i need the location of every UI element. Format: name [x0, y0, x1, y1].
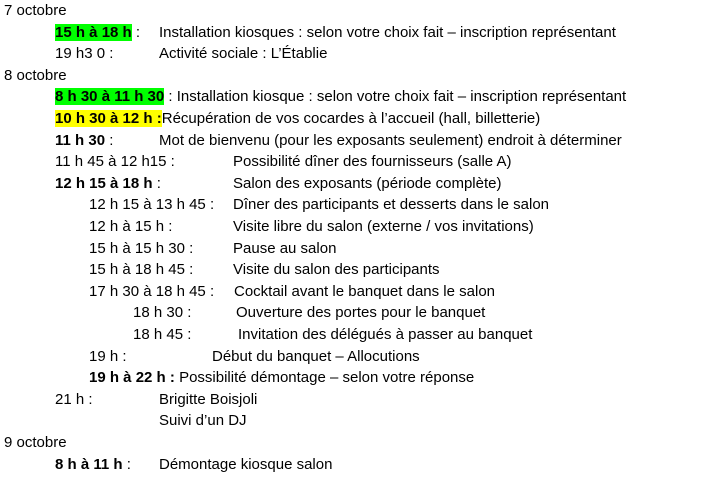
entry-description: Récupération de vos cocardes à l’accueil (hall, billetterie)	[161, 110, 541, 127]
entry-time-group	[89, 367, 474, 389]
entry-description: Pause au salon	[233, 239, 337, 257]
entry-separator: :	[122, 455, 131, 473]
entry-time-group	[133, 302, 191, 324]
entry-separator: :	[164, 218, 173, 235]
date-text: 7 octobre	[4, 2, 67, 19]
entry-time-group	[55, 389, 93, 411]
entry-description: Démontage kiosque salon	[159, 455, 333, 473]
entry-separator: :	[164, 88, 173, 106]
entry-time: 19 h3 0	[55, 45, 106, 63]
date-heading	[4, 65, 67, 87]
entry-time-group	[89, 216, 172, 238]
entry-time: 18 h 45	[133, 326, 184, 343]
entry-separator: :	[105, 131, 114, 149]
entry-description: Visite du salon des participants	[233, 261, 440, 279]
date-text: 8 octobre	[4, 66, 67, 84]
entry-time-group	[89, 346, 127, 368]
entry-separator: :	[183, 304, 192, 322]
entry-time: 18 h 30	[133, 304, 184, 322]
entry-time-group	[55, 173, 161, 195]
entry-description: Cocktail avant le banquet dans le salon	[234, 282, 496, 300]
entry-separator: :	[84, 390, 93, 408]
entry-time: 12 h 15 à 18 h	[55, 174, 153, 192]
date-heading	[4, 432, 67, 454]
entry-separator: :	[184, 261, 194, 279]
entry-time: 11 h 45 à 12 h15	[55, 153, 167, 171]
entry-time-group	[133, 324, 191, 346]
entry-description: Visite libre du salon (externe / vos invitations)	[233, 218, 534, 235]
entry-time-group	[55, 130, 113, 152]
entry-separator: :	[152, 174, 161, 192]
date-text: 9 octobre	[4, 434, 67, 451]
entry-description: Ouverture des portes pour le banquet	[236, 304, 486, 322]
entry-time: 12 h à 15 h	[89, 218, 165, 235]
entry-description: Dîner des participants et desserts dans le salon	[233, 196, 550, 214]
entry-description: Suivi d’un DJ	[159, 412, 247, 430]
entry-description: Activité sociale : L’Établie	[159, 45, 328, 63]
entry-time-group	[55, 108, 540, 130]
entry-time: 8 h à 11 h	[55, 455, 123, 473]
entry-time: 11 h 30	[55, 131, 106, 149]
entry-time: 15 h à 18 h	[55, 23, 132, 41]
entry-time: 15 h à 18 h 45	[89, 261, 185, 279]
entry-time-group	[89, 194, 214, 216]
entry-separator: :	[166, 153, 175, 171]
entry-time-group	[55, 43, 113, 65]
entry-description: Salon des exposants (période complète)	[233, 174, 502, 192]
entry-time-group	[55, 22, 140, 44]
entry-separator: :	[183, 326, 192, 343]
entry-time-group	[89, 259, 193, 281]
entry-time: 21 h	[55, 390, 85, 408]
entry-description: Brigitte Boisjoli	[159, 390, 258, 408]
entry-time-group	[89, 281, 214, 303]
entry-separator: :	[118, 347, 127, 365]
entry-separator: :	[205, 196, 215, 214]
entry-separator: :	[131, 23, 141, 41]
entry-time: 15 h à 15 h 30	[89, 239, 185, 257]
date-heading	[4, 0, 67, 22]
entry-time: 10 h 30 à 12 h :	[55, 110, 162, 127]
entry-description: Début du banquet – Allocutions	[212, 347, 420, 365]
entry-description: Installation kiosque : selon votre choix fait – inscription représentant	[176, 88, 627, 106]
entry-separator: :	[165, 369, 175, 387]
entry-time: 12 h 15 à 13 h 45	[89, 196, 206, 214]
entry-time-group	[55, 151, 175, 173]
entry-time-group	[55, 86, 626, 108]
entry-description: Possibilité dîner des fournisseurs (salle A)	[233, 153, 512, 171]
entry-time-group	[89, 238, 193, 260]
entry-time: 17 h 30 à 18 h 45	[89, 282, 206, 300]
entry-separator: :	[184, 239, 194, 257]
entry-time: 19 h à 22 h	[89, 369, 166, 387]
entry-separator: :	[205, 282, 215, 300]
entry-description: Installation kiosques : selon votre choix fait – inscription représentant	[159, 23, 616, 41]
entry-time-group	[55, 454, 131, 476]
entry-time: 19 h	[89, 347, 119, 365]
entry-description: Possibilité démontage – selon votre réponse	[179, 369, 475, 387]
entry-description: Mot de bienvenu (pour les exposants seulement) endroit à déterminer	[159, 131, 622, 149]
entry-separator: :	[105, 45, 114, 63]
entry-description: Invitation des délégués à passer au banquet	[238, 326, 533, 343]
entry-time: 8 h 30 à 11 h 30	[55, 88, 165, 106]
